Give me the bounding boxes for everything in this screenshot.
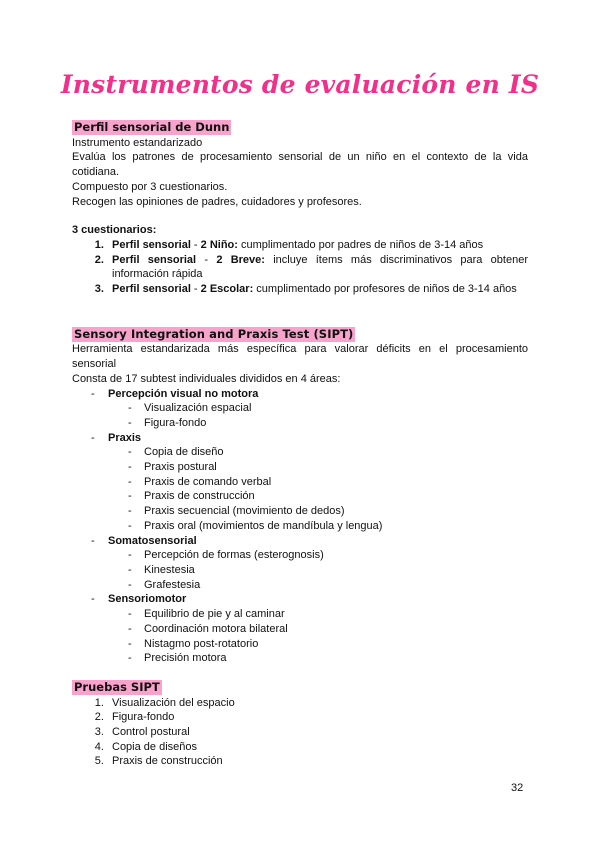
list-item: 2. Perfil sensorial - 2 Breve: incluye ítems más discriminativos para obtener información rápida [107, 253, 528, 282]
list-item: - Kinestesia [72, 563, 528, 578]
list-item: - Nistagmo post-rotatorio [72, 637, 528, 652]
dunn-line: Evalúa los patrones de procesamiento sensorial de un niño en el contexto de la vida cotidiana. [72, 151, 528, 179]
sipt-area-list [72, 387, 528, 666]
list-item: 5. Praxis de construcción [107, 754, 528, 769]
list-item: - Copia de diseño [72, 445, 528, 460]
dunn-line: Recogen las opiniones de padres, cuidadores y profesores. [72, 195, 362, 208]
dunn-line: Compuesto por 3 cuestionarios. [72, 180, 228, 193]
list-item: - Percepción de formas (esterognosis) [72, 548, 528, 563]
list-item: - Praxis de construcción [72, 489, 528, 504]
list-item: - Grafestesia [72, 578, 528, 593]
page-number: 32 [511, 782, 524, 794]
sipt-area: - Percepción visual no motora - Visualización espacial - Figura-fondo [72, 387, 528, 431]
page-content [72, 120, 528, 769]
pruebas-list [72, 696, 528, 770]
list-item: - Coordinación motora bilateral [72, 622, 528, 637]
list-item: - Praxis oral (movimientos de mandíbula y lengua) [72, 519, 528, 534]
list-item: - Figura-fondo [72, 416, 528, 431]
sipt-subtest-list [72, 445, 528, 533]
sipt-subtest-list [72, 607, 528, 666]
list-item: 1. Perfil sensorial - 2 Niño: cumplimentado por padres de niños de 3-14 años [107, 238, 528, 253]
sipt-line: Herramienta estandarizada más específica para valorar déficits en el procesamiento sensorial [72, 343, 528, 371]
pruebas-heading: Pruebas SIPT [74, 679, 160, 694]
sipt-subtest-list [72, 548, 528, 592]
list-item: 3. Control postural [107, 725, 528, 740]
list-item: 1. Visualización del espacio [107, 696, 528, 711]
sipt-area: - Somatosensorial - Percepción de formas (esterognosis) - Kinestesia - Grafestesia [72, 534, 528, 593]
pruebas-section [72, 680, 528, 769]
page-title: Instrumentos de evaluación en IS [60, 70, 540, 99]
list-item: - Precisión motora [72, 651, 528, 666]
sipt-line: Consta de 17 subtest individuales divididos en 4 áreas: [72, 372, 341, 385]
dunn-section [72, 120, 528, 297]
sipt-section [72, 327, 528, 666]
dunn-heading: Perfil sensorial de Dunn [74, 120, 230, 134]
list-item: - Visualización espacial [72, 401, 528, 416]
list-item: 2. Figura-fondo [107, 710, 528, 725]
sipt-heading: Sensory Integration and Praxis Test (SIPT) [74, 326, 354, 341]
sipt-area: - Praxis - Copia de diseño - Praxis postural - Praxis de comando verbal - Praxis de construcción - Praxis secuencial (movimiento de dedos) - Praxis oral (movimientos de mandíbula y lengua) [72, 431, 528, 534]
dunn-line: Instrumento estandarizado [72, 136, 203, 149]
list-item: - Praxis de comando verbal [72, 475, 528, 490]
list-item: 4. Copia de diseños [107, 740, 528, 755]
dunn-list-title: 3 cuestionarios: [72, 224, 157, 237]
list-item: - Praxis postural [72, 460, 528, 475]
sipt-area: - Sensoriomotor - Equilibrio de pie y al caminar - Coordinación motora bilateral - Nistagmo post-rotatorio - Precisión motora [72, 592, 528, 666]
list-item: - Praxis secuencial (movimiento de dedos) [72, 504, 528, 519]
sipt-subtest-list [72, 401, 528, 430]
dunn-questionnaire-list [72, 238, 528, 297]
list-item: - Equilibrio de pie y al caminar [72, 607, 528, 622]
list-item: 3. Perfil sensorial - 2 Escolar: cumplimentado por profesores de niños de 3-14 años [107, 282, 528, 297]
